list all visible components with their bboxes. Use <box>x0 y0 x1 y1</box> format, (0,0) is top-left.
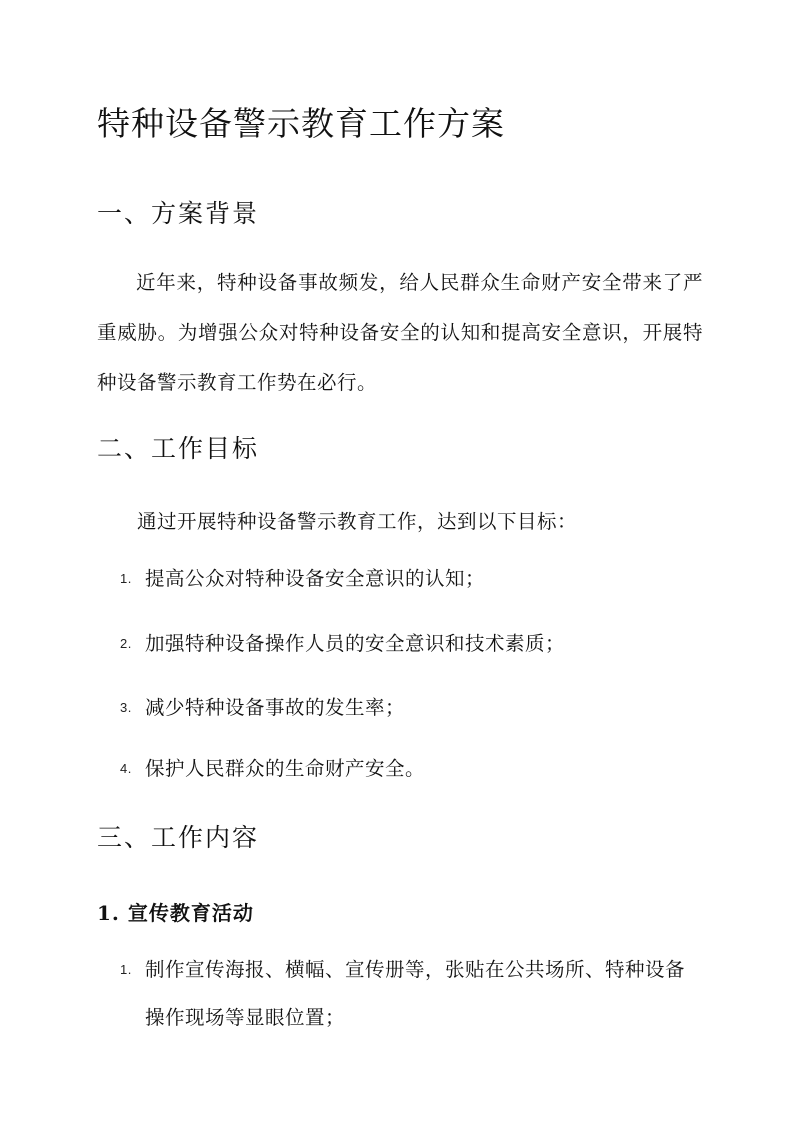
list-number: 1. <box>120 962 132 977</box>
list-item-text: 加强特种设备操作人员的安全意识和技术素质； <box>145 632 566 655</box>
list-item-text: 制作宣传海报、横幅、宣传册等，张贴在公共场所、特种设备操作现场等显眼位置； <box>145 958 686 1029</box>
list-item-text: 保护人民群众的生命财产安全。 <box>145 757 426 780</box>
list-number: 1. <box>120 571 132 586</box>
list-number: 2. <box>120 636 132 651</box>
list-item-text: 减少特种设备事故的发生率； <box>145 696 406 719</box>
list-item <box>120 946 700 1042</box>
list-number: 3. <box>120 700 132 715</box>
list-item <box>120 745 700 793</box>
list-number: 4. <box>120 761 132 776</box>
document-title: 特种设备警示教育工作方案 <box>97 104 505 143</box>
section-heading-content: 三、工作内容 <box>97 823 260 852</box>
list-item <box>120 620 700 668</box>
list-item <box>120 684 700 732</box>
list-item-text: 提高公众对特种设备安全意识的认知； <box>145 567 486 590</box>
section-heading-background: 一、方案背景 <box>97 199 260 228</box>
goals-lead-text: 通过开展特种设备警示教育工作，达到以下目标： <box>137 510 578 533</box>
section-heading-goals: 二、工作目标 <box>97 434 260 463</box>
background-paragraph: 近年来，特种设备事故频发，给人民群众生命财产安全带来了严重威胁。为增强公众对特种设备安全的认知和提高安全意识，开展特种设备警示教育工作势在必行。 <box>97 271 703 394</box>
list-item <box>120 555 700 603</box>
subsection-heading-promotion: 1. 宣传教育活动 <box>97 901 254 925</box>
